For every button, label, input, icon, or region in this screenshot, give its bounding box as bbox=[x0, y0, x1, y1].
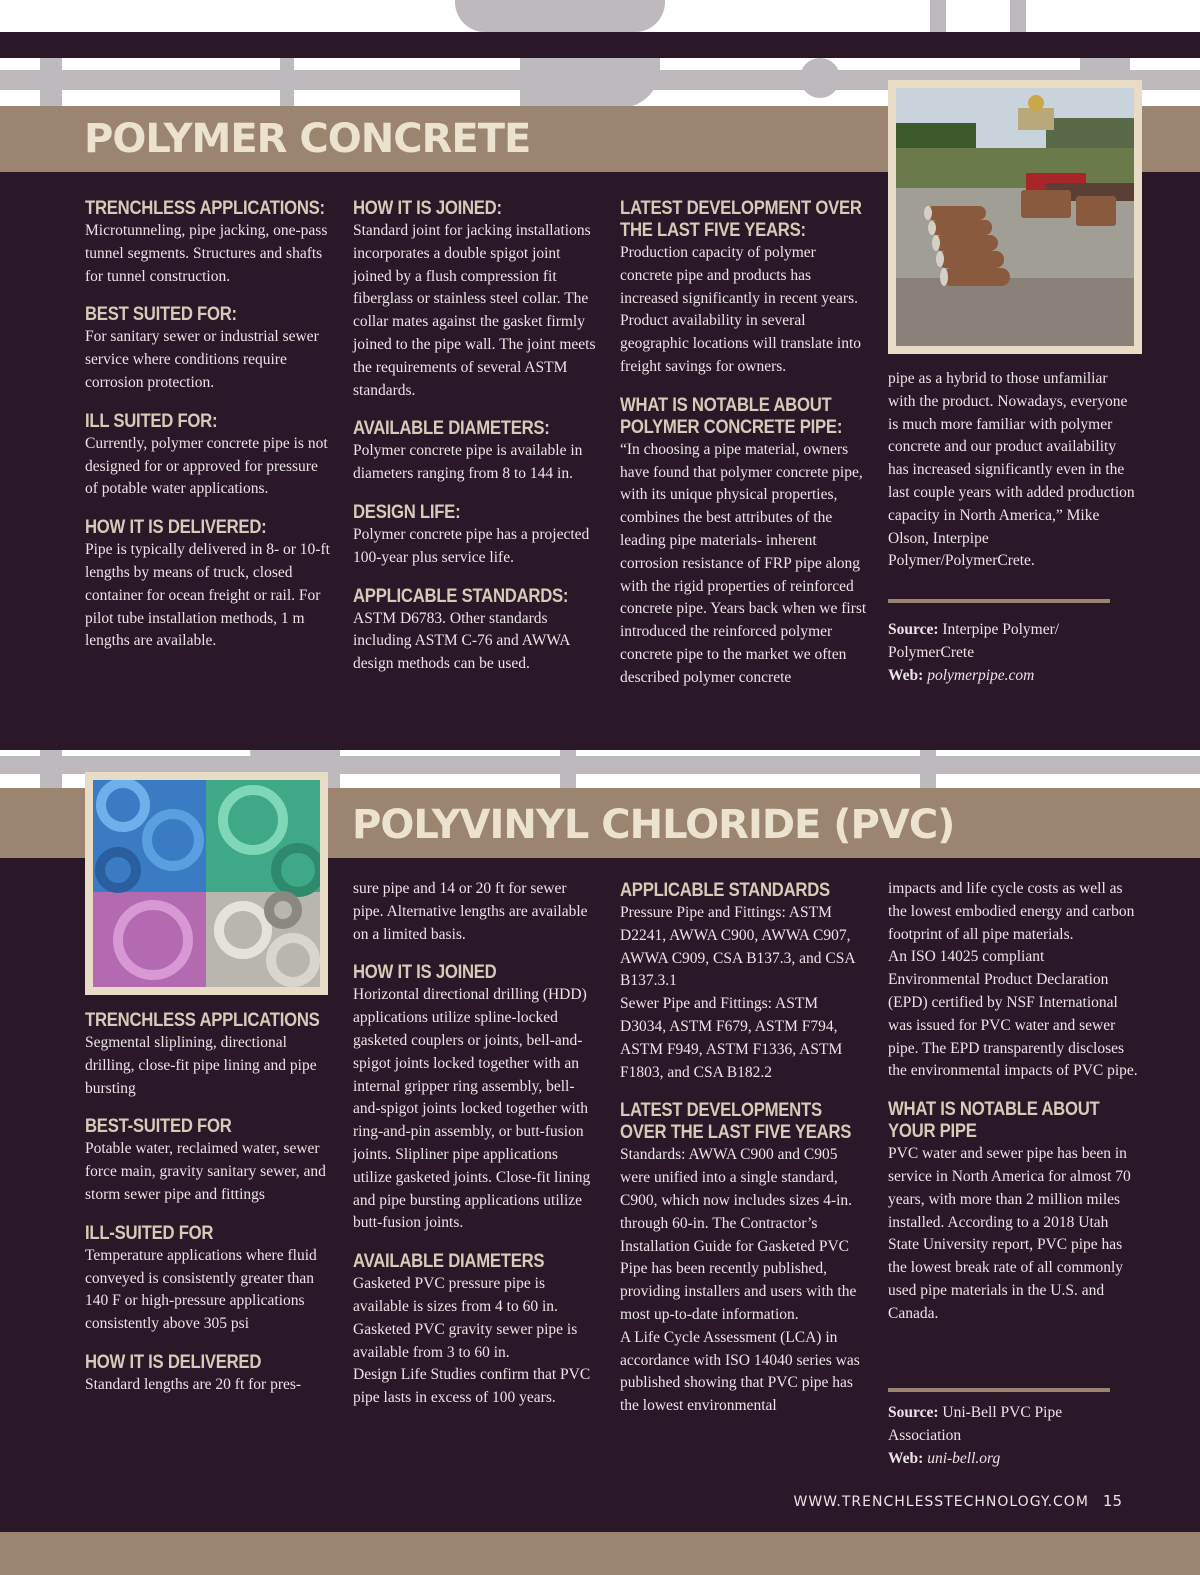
section-title: POLYMER CONCRETE bbox=[84, 116, 531, 162]
body-available-diameters: Gasketed PVC pressure pipe is available is sizes from 4 to 60 in. Gasketed PVC gravity sewer pipe is available from 3 to 60 in. bbox=[353, 1275, 578, 1361]
body-best-suited: Potable water, reclaimed water, sewer force main, gravity sanitary sewer, and storm sewer pipe and fittings bbox=[85, 1140, 326, 1203]
body-notable: PVC water and sewer pipe has been in service in North America for almost 70 years, with more than 2 million miles installed. According to a 2018 Utah State University report, PVC pipe has the lowest break rate of all commonly used pipe materials in the U.S. and Canada. bbox=[888, 1145, 1131, 1322]
pvc-pipe-photo-image bbox=[93, 780, 320, 987]
heading-available-diameters: AVAILABLE DIAMETERS: bbox=[353, 418, 550, 440]
polymer-pipe-photo-image bbox=[896, 88, 1134, 346]
top-bar bbox=[0, 32, 1200, 58]
pvc-column-3 bbox=[620, 880, 865, 1418]
page-footer bbox=[794, 1492, 1123, 1510]
pvc-pipe-photo bbox=[85, 772, 328, 995]
heading-how-joined: HOW IT IS JOINED bbox=[353, 962, 497, 984]
pvc-column-1 bbox=[85, 1010, 330, 1397]
heading-how-delivered: HOW IT IS DELIVERED bbox=[85, 1351, 262, 1373]
body-notable: “In choosing a pipe material, owners have found that polymer concrete pipe, with its unique physical properties, combines the best attributes of the leading pipe materials- inherent corrosion resistance of FRP pipe along with the rigid properties of reinforced concrete pipe. Years back when we first introduced the reinforced polymer concrete pipe to the market we often described polymer concrete bbox=[620, 440, 867, 686]
web-label: Web: bbox=[888, 666, 924, 684]
pvc-column-4 bbox=[888, 878, 1138, 1326]
section-title: POLYVINYL CHLORIDE (PVC) bbox=[352, 802, 955, 848]
source-value: Uni-Bell PVC Pipe Association bbox=[888, 1404, 1063, 1444]
heading-best-suited: BEST-SUITED FOR bbox=[85, 1116, 232, 1138]
body-how-delivered-continued: sure pipe and 14 or 20 ft for sewer pipe. Alternative lengths are available on a limited basis. bbox=[353, 880, 588, 943]
polymer-pipe-photo bbox=[888, 80, 1142, 354]
heading-latest-developments: LATEST DEVELOPMENTS OVER THE LAST FIVE YEARS bbox=[620, 1100, 852, 1144]
body-notable-continued: pipe as a hybrid to those unfamiliar with the product. Nowadays, everyone is much more familiar with polymer concrete and our product availability has increased significantly even in the last couple years with added production capacity in North America,” Mike Olson, Interpipe Polymer/PolymerCrete. bbox=[888, 370, 1135, 570]
web-label: Web: bbox=[888, 1449, 924, 1467]
bottom-bar bbox=[0, 1532, 1200, 1575]
source-value: Interpipe Polymer/ PolymerCrete bbox=[888, 621, 1060, 661]
pvc-column-2 bbox=[353, 878, 598, 1410]
heading-design-life: DESIGN LIFE: bbox=[353, 501, 461, 523]
source-label: Source: bbox=[888, 1404, 939, 1421]
body-how-joined: Standard joint for jacking installations incorporates a double spigot joint joined by a flush compression fit fiberglass or stainless steel collar. The collar mates against the gasket firmly joined to the pipe wall. The joint meets the requirements of several ASTM standards. bbox=[353, 222, 596, 399]
heading-ill-suited: ILL SUITED FOR: bbox=[85, 410, 218, 432]
top-strip bbox=[0, 0, 1200, 32]
source-label: Source: bbox=[888, 621, 939, 638]
polymer-column-2 bbox=[353, 198, 598, 676]
body-epd: An ISO 14025 compliant Environmental Product Declaration (EPD) certified by NSF International was issued for PVC water and sewer pipe. The EPD transparently discloses the environmental impacts of PVC pipe. bbox=[888, 948, 1138, 1080]
body-pressure-standards: Pressure Pipe and Fittings: ASTM D2241, AWWA C900, AWWA C907, AWWA C909, CSA B137.3, and CSA B137.3.1 bbox=[620, 904, 855, 990]
polymer-column-4 bbox=[888, 368, 1138, 573]
heading-trenchless-applications: TRENCHLESS APPLICATIONS: bbox=[85, 198, 325, 219]
source-divider bbox=[888, 1388, 1110, 1392]
body-available-diameters: Polymer concrete pipe is available in diameters ranging from 8 to 144 in. bbox=[353, 442, 583, 483]
body-latest-developments: Standards: AWWA C900 and C905 were unified into a single standard, C900, which now includes sizes 4-in. through 60-in. The Contractor’s Installation Guide for Gasketed PVC Pipe has been recently published, providing installers and users with the most up-to-date information. bbox=[620, 1146, 857, 1323]
heading-how-delivered: HOW IT IS DELIVERED: bbox=[85, 517, 267, 539]
body-sewer-standards: Sewer Pipe and Fittings: ASTM D3034, ASTM F679, ASTM F794, ASTM F949, ASTM F1336, ASTM F1803, and CSA B182.2 bbox=[620, 995, 843, 1081]
heading-best-suited: BEST SUITED FOR: bbox=[85, 304, 237, 326]
heading-applicable-standards: APPLICABLE STANDARDS: bbox=[353, 585, 569, 607]
polymer-column-1 bbox=[85, 198, 330, 653]
heading-available-diameters: AVAILABLE DIAMETERS bbox=[353, 1251, 545, 1273]
body-latest-development: Production capacity of polymer concrete pipe and products has increased significantly in recent years. Product availability in several geographic locations will translate into freight savings for owners. bbox=[620, 244, 862, 375]
pvc-source bbox=[888, 1402, 1118, 1470]
body-design-life: Polymer concrete pipe has a projected 100-year plus service life. bbox=[353, 525, 590, 566]
heading-notable: WHAT IS NOTABLE ABOUT YOUR PIPE bbox=[888, 1099, 1100, 1143]
body-lca-continued: impacts and life cycle costs as well as the lowest embodied energy and carbon footprint of all pipe materials. bbox=[888, 880, 1135, 943]
body-how-delivered: Pipe is typically delivered in 8- or 10-ft lengths by means of truck, closed container for ocean freight or rail. For pilot tube installation methods, 1 m lengths are available. bbox=[85, 541, 330, 650]
heading-how-joined: HOW IT IS JOINED: bbox=[353, 198, 502, 219]
body-how-delivered: Standard lengths are 20 ft for pres- bbox=[85, 1375, 302, 1393]
heading-latest-development: LATEST DEVELOPMENT OVER THE LAST FIVE YEARS: bbox=[620, 198, 862, 241]
body-ill-suited: Currently, polymer concrete pipe is not designed for or approved for pressure of potable water applications. bbox=[85, 434, 328, 498]
heading-trenchless-applications: TRENCHLESS APPLICATIONS bbox=[85, 1010, 320, 1031]
web-link[interactable]: uni-bell.org bbox=[927, 1449, 1001, 1467]
footer-website[interactable]: WWW.TRENCHLESSTECHNOLOGY.COM bbox=[793, 1494, 1089, 1510]
polymer-source bbox=[888, 619, 1138, 687]
body-applicable-standards: ASTM D6783. Other standards including ASTM C-76 and AWWA design methods can be used. bbox=[353, 609, 570, 673]
body-trenchless-applications: Segmental sliplining, directional drilling, close-fit pipe lining and pipe bursting bbox=[85, 1034, 317, 1097]
body-design-life: Design Life Studies confirm that PVC pipe lasts in excess of 100 years. bbox=[353, 1366, 591, 1407]
page-number: 15 bbox=[1102, 1492, 1122, 1510]
body-ill-suited: Temperature applications where fluid conveyed is consistently greater than 140 F or high-pressure applications consistently above 305 psi bbox=[85, 1246, 317, 1333]
body-lca: A Life Cycle Assessment (LCA) in accordance with ISO 14040 series was published showing that PVC pipe has the lowest environmental bbox=[620, 1328, 860, 1415]
heading-notable: WHAT IS NOTABLE ABOUT POLYMER CONCRETE PIPE: bbox=[620, 394, 843, 438]
polymer-column-3 bbox=[620, 198, 870, 690]
heading-ill-suited: ILL-SUITED FOR bbox=[85, 1222, 214, 1244]
body-how-joined: Horizontal directional drilling (HDD) applications utilize spline-locked gasketed couplers or joints, bell-and-spigot joints locked together with an internal gripper ring assembly, bell-and-spigot joints locked together with ring-and-pin assembly, or butt-fusion joints. Slipliner pipe applications utilize gasketed joints. Close-fit lining and pipe bursting applications utilize butt-fusion joints. bbox=[353, 986, 591, 1232]
heading-applicable-standards: APPLICABLE STANDARDS bbox=[620, 880, 830, 901]
web-link[interactable]: polymerpipe.com bbox=[927, 666, 1035, 684]
body-trenchless-applications: Microtunneling, pipe jacking, one-pass tunnel segments. Structures and shafts for tunnel construction. bbox=[85, 222, 328, 285]
source-divider bbox=[888, 599, 1110, 603]
body-best-suited: For sanitary sewer or industrial sewer service where conditions require corrosion protection. bbox=[85, 328, 319, 391]
